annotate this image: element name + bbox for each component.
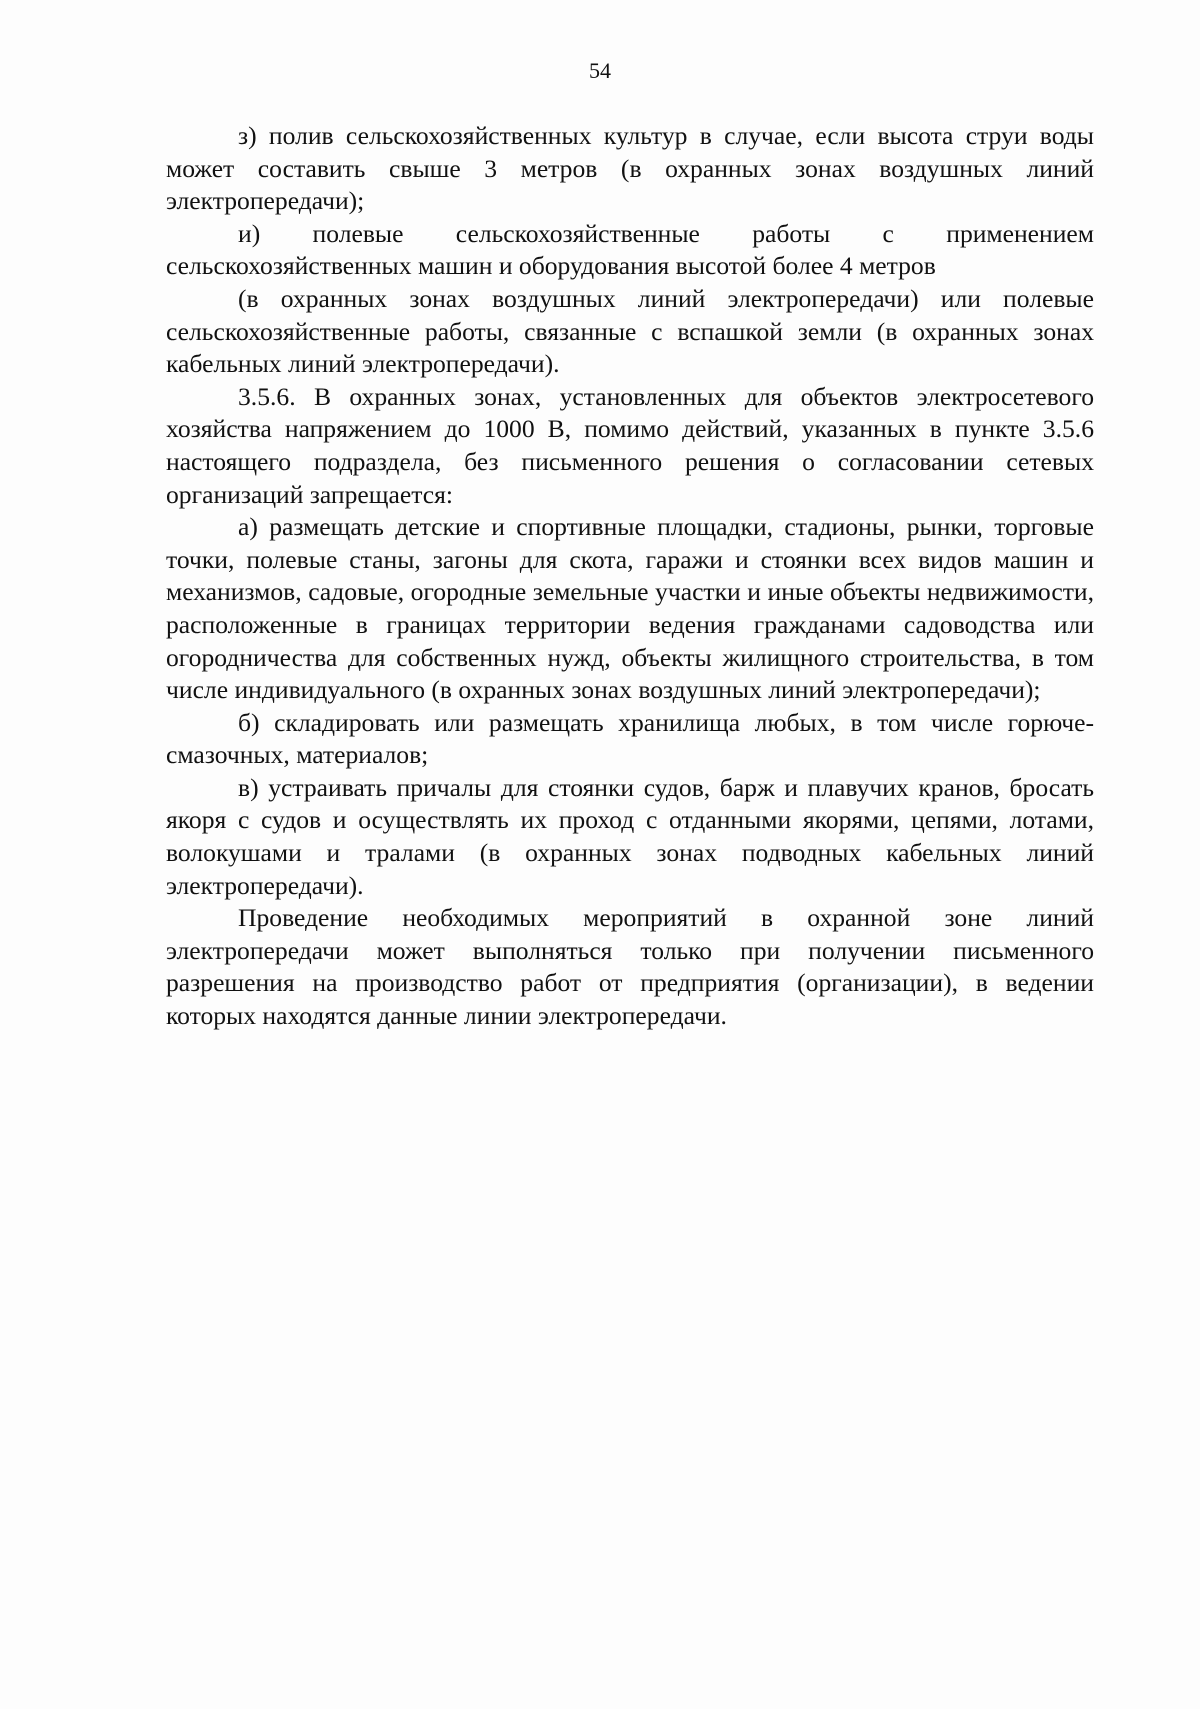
paragraph-a-placement: а) размещать детские и спортивные площадки, стадионы, рынки, торговые точки, полевые станы, загоны для скота, гаражи и стоянки всех видов машин и механизмов, садовые, огородные земельные участки и иные объекты недвижимости, расположенные в границах территории ведения гражданами садоводства или огородничества для собственных нужд, объекты жилищного строительства, в том числе индивидуального (в охранных зонах воздушных линий электропередачи); [166,512,1094,705]
paragraph-3-5-6: 3.5.6. В охранных зонах, установленных для объектов электросетевого хозяйства напряжением до 1000 В, помимо действий, указанных в пункте 3.5.6 настоящего подраздела, без письменного решения о согласовании сетевых организаций запрещается: [166,381,1094,509]
paragraph-z-watering: з) полив сельскохозяйственных культур в случае, если высота струи воды может составить свыше 3 метров (в охранных зонах воздушных линий электропередачи); [166,121,1094,216]
page-number: 54 [589,58,611,83]
paragraph-conducting-measures: Проведение необходимых мероприятий в охранной зоне линий электропередачи может выполняться только при получении письменного разрешения на производство работ от предприятия (организации), в ведении которых находятся данные линии электропередачи. [166,903,1094,1031]
paragraph-i-field-work-continued: (в охранных зонах воздушных линий электропередачи) или полевые сельскохозяйственные работы, связанные с вспашкой земли (в охранных зонах кабельных линий электропередачи). [166,283,1094,379]
paragraph-v-moorings: в) устраивать причалы для стоянки судов, барж и плавучих кранов, бросать якоря с судов и осуществлять их проход с отданными якорями, цепями, лотами, волокушами и тралами (в охранных зонах подводных кабельных линий электропередачи). [166,772,1094,900]
paragraph-b-storage: б) складировать или размещать хранилища любых, в том числе горюче-смазочных, материалов; [166,707,1094,770]
document-body [166,120,1094,1033]
paragraph-i-field-work: и) полевые сельскохозяйственные работы с применением сельскохозяйственных машин и оборудования высотой более 4 метров [166,218,1094,281]
